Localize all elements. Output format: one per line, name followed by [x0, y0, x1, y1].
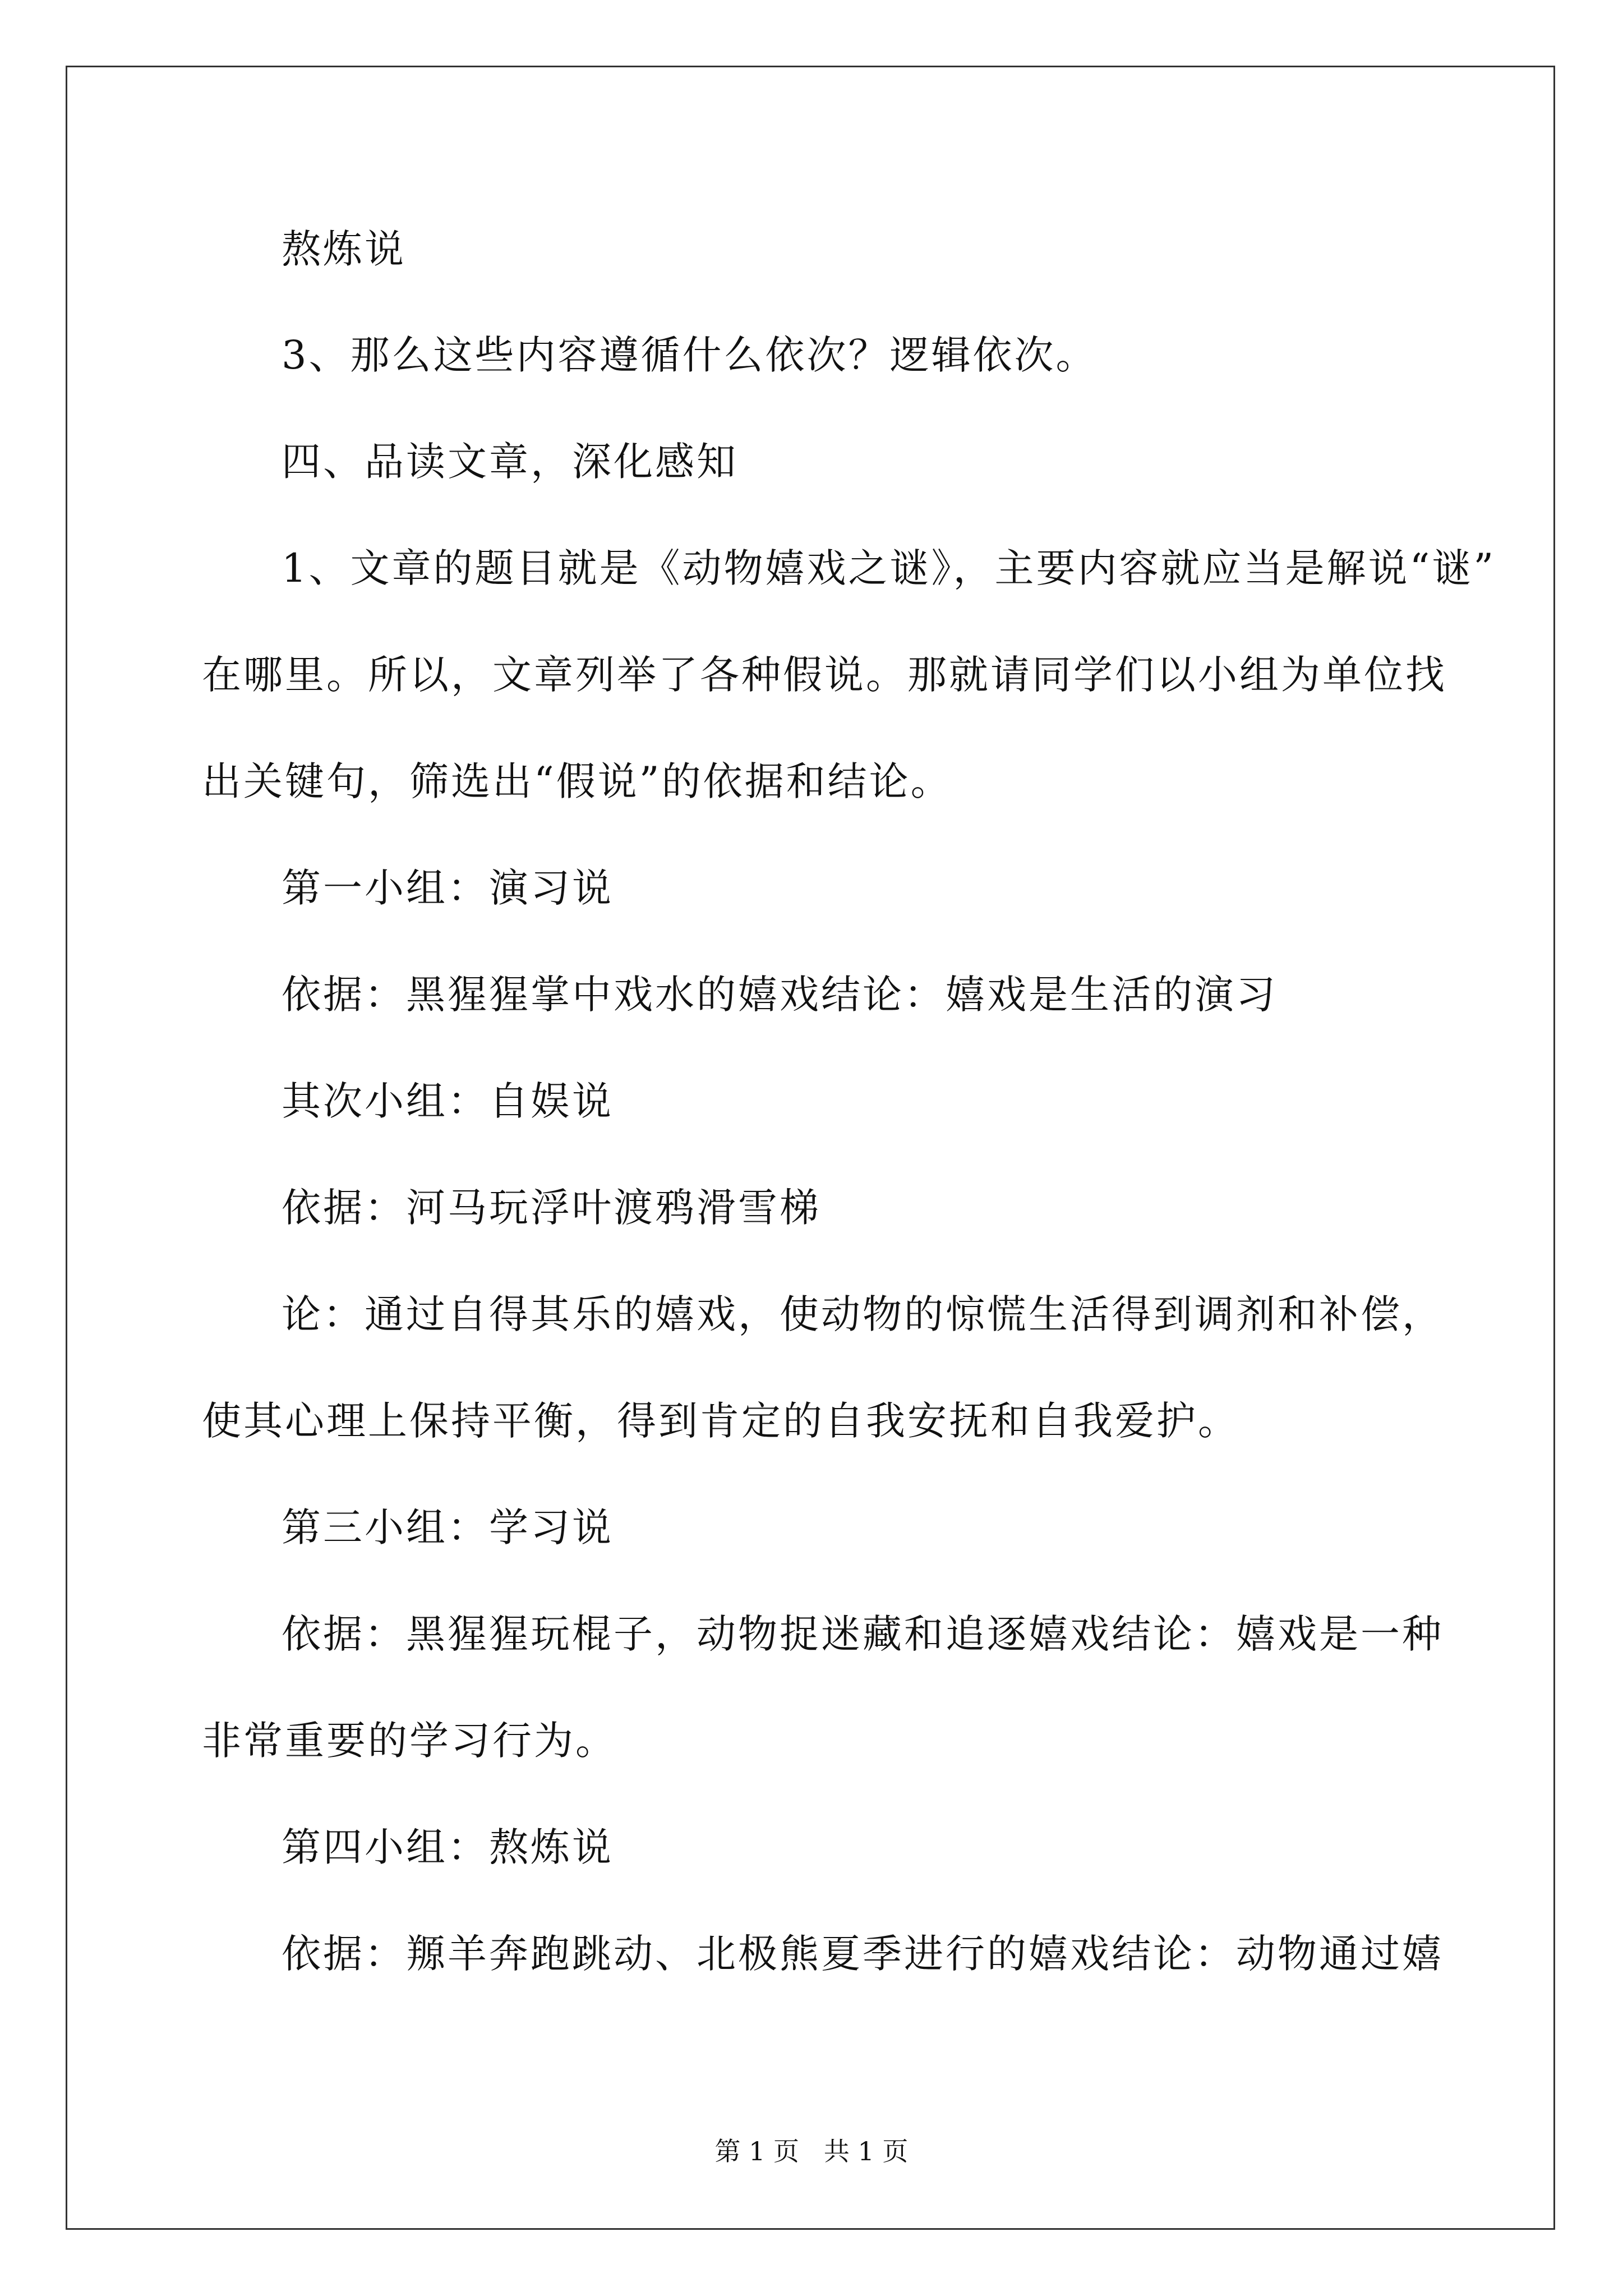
- text-line: 论：通过自得其乐的嬉戏，使动物的惊慌生活得到调剂和补偿，: [282, 1291, 1444, 1337]
- text-line: 3、那么这些内容遵循什么依次？逻辑依次。: [282, 332, 1098, 378]
- text-line: 第三小组：学习说: [282, 1504, 614, 1550]
- text-line: 第一小组：演习说: [282, 865, 614, 911]
- text-line: 熬炼说: [282, 226, 406, 272]
- text-line: 其次小组：自娱说: [282, 1078, 614, 1124]
- text-line: 出关键句，筛选出“假说”的依据和结论。: [202, 758, 952, 804]
- page-number-footer: 第 1 页 共 1 页: [714, 2136, 909, 2166]
- text-line: 使其心理上保持平衡，得到肯定的自我安抚和自我爱护。: [202, 1398, 1239, 1444]
- text-line: 依据：羱羊奔跑跳动、北极熊夏季进行的嬉戏结论：动物通过嬉: [282, 1931, 1444, 1977]
- text-line: 在哪里。所以，文章列举了各种假说。那就请同学们以小组为单位找: [202, 652, 1447, 698]
- text-line: 四、品读文章，深化感知: [282, 439, 738, 485]
- text-line: 非常重要的学习行为。: [202, 1718, 617, 1764]
- text-line: 第四小组：熬炼说: [282, 1824, 614, 1870]
- text-line: 1、文章的题目就是《动物嬉戏之谜》，主要内容就应当是解说“谜”: [282, 545, 1496, 591]
- text-line: 依据：黑猩猩掌中戏水的嬉戏结论：嬉戏是生活的演习: [282, 972, 1278, 1018]
- text-line: 依据：河马玩浮叶渡鸦滑雪梯: [282, 1185, 821, 1231]
- text-line: 依据：黑猩猩玩棍子，动物捉迷藏和追逐嬉戏结论：嬉戏是一种: [282, 1611, 1444, 1657]
- page-border: [66, 66, 1555, 2230]
